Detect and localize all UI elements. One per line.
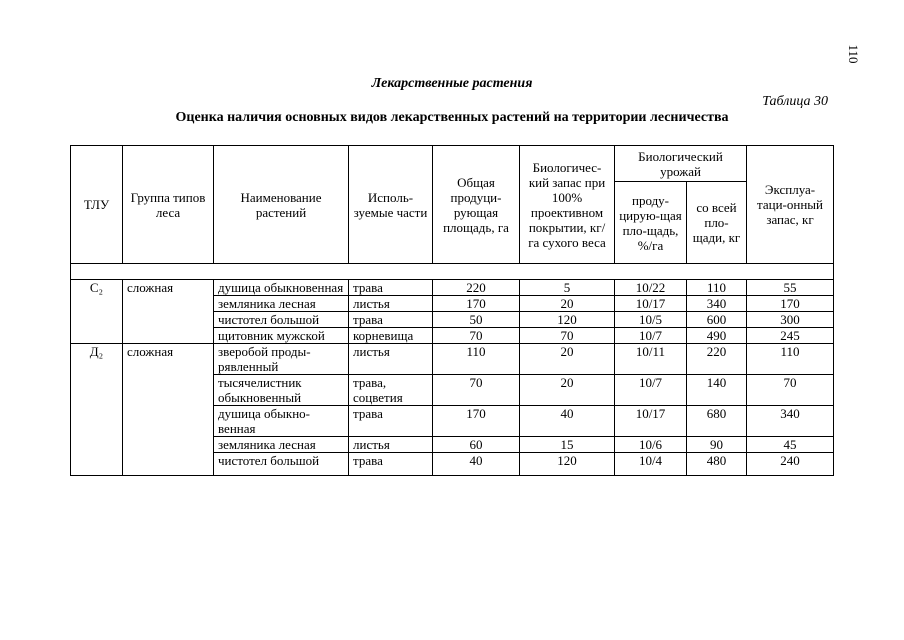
total-yield-cell: 110	[687, 280, 747, 296]
productive-area-cell: 10/22	[615, 280, 687, 296]
area-cell: 60	[433, 437, 520, 453]
table-row	[71, 280, 834, 296]
plant-name-cell: земляника лесная	[214, 437, 349, 453]
tlu-cell: Д₂	[71, 344, 123, 476]
plant-name-cell: земляника лесная	[214, 296, 349, 312]
area-cell: 170	[433, 296, 520, 312]
exploit-stock-cell: 240	[747, 453, 834, 476]
exploit-stock-cell: 170	[747, 296, 834, 312]
exploit-stock-cell: 300	[747, 312, 834, 328]
plant-name-cell: щитовник мужской	[214, 328, 349, 344]
area-cell: 170	[433, 406, 520, 437]
table-title: Оценка наличия основных видов лекарственных растений на территории лесничества	[175, 110, 729, 125]
header-area: Общая продуци-рующая площадь, га	[433, 146, 520, 264]
table-row	[71, 344, 834, 375]
table-number: Таблица 30	[762, 94, 828, 109]
forest-group-cell: сложная	[123, 344, 214, 476]
productive-area-cell: 10/4	[615, 453, 687, 476]
used-parts-cell: трава	[349, 280, 433, 296]
productive-area-cell: 10/7	[615, 328, 687, 344]
bio-stock-cell: 70	[520, 328, 615, 344]
plant-name-cell: чистотел большой	[214, 312, 349, 328]
exploit-stock-cell: 245	[747, 328, 834, 344]
used-parts-cell: листья	[349, 344, 433, 375]
area-cell: 220	[433, 280, 520, 296]
plant-name-cell: душица обыкно-венная	[214, 406, 349, 437]
productive-area-cell: 10/5	[615, 312, 687, 328]
used-parts-cell: листья	[349, 437, 433, 453]
used-parts-cell: трава	[349, 406, 433, 437]
total-yield-cell: 90	[687, 437, 747, 453]
used-parts-cell: листья	[349, 296, 433, 312]
used-parts-cell: трава, соцветия	[349, 375, 433, 406]
header-bio-stock: Биологичес-кий запас при 100% проективном покрытии, кг/га сухого веса	[520, 146, 615, 264]
area-cell: 110	[433, 344, 520, 375]
area-cell: 50	[433, 312, 520, 328]
bio-stock-cell: 5	[520, 280, 615, 296]
productive-area-cell: 10/7	[615, 375, 687, 406]
productive-area-cell: 10/11	[615, 344, 687, 375]
header-tlu: ТЛУ	[71, 146, 123, 264]
bio-stock-cell: 20	[520, 296, 615, 312]
bio-stock-cell: 20	[520, 375, 615, 406]
tlu-cell: С₂	[71, 280, 123, 344]
header-exploit: Эксплуа-таци-онный запас, кг	[747, 146, 834, 264]
total-yield-cell: 680	[687, 406, 747, 437]
productive-area-cell: 10/17	[615, 406, 687, 437]
used-parts-cell: трава	[349, 312, 433, 328]
exploit-stock-cell: 45	[747, 437, 834, 453]
total-yield-cell: 480	[687, 453, 747, 476]
plant-name-cell: зверобой проды-рявленный	[214, 344, 349, 375]
total-yield-cell: 140	[687, 375, 747, 406]
header-name: Наименование растений	[214, 146, 349, 264]
forest-group-cell: сложная	[123, 280, 214, 344]
plant-name-cell: чистотел большой	[214, 453, 349, 476]
productive-area-cell: 10/17	[615, 296, 687, 312]
total-yield-cell: 490	[687, 328, 747, 344]
bio-stock-cell: 120	[520, 453, 615, 476]
page-number: 110	[846, 44, 861, 64]
area-cell: 70	[433, 375, 520, 406]
productive-area-cell: 10/6	[615, 437, 687, 453]
total-yield-cell: 220	[687, 344, 747, 375]
section-title: Лекарственные растения	[371, 76, 533, 91]
exploit-stock-cell: 55	[747, 280, 834, 296]
plants-table	[70, 145, 834, 476]
plant-name-cell: душица обыкновенная	[214, 280, 349, 296]
total-yield-cell: 340	[687, 296, 747, 312]
exploit-stock-cell: 70	[747, 375, 834, 406]
area-cell: 70	[433, 328, 520, 344]
total-yield-cell: 600	[687, 312, 747, 328]
header-parts: Исполь-зуемые части	[349, 146, 433, 264]
header-yield-total: со всей пло-щади, кг	[687, 182, 747, 264]
used-parts-cell: трава	[349, 453, 433, 476]
header-group: Группа типов леса	[123, 146, 214, 264]
bio-stock-cell: 40	[520, 406, 615, 437]
spacer-row	[71, 264, 834, 280]
used-parts-cell: корневища	[349, 328, 433, 344]
header-bio-yield: Биологический урожай	[615, 146, 747, 182]
area-cell: 40	[433, 453, 520, 476]
bio-stock-cell: 15	[520, 437, 615, 453]
bio-stock-cell: 20	[520, 344, 615, 375]
bio-stock-cell: 120	[520, 312, 615, 328]
plant-name-cell: тысячелистник обыкновенный	[214, 375, 349, 406]
exploit-stock-cell: 110	[747, 344, 834, 375]
header-yield-productive: проду-цирую-щая пло-щадь, %/га	[615, 182, 687, 264]
exploit-stock-cell: 340	[747, 406, 834, 437]
